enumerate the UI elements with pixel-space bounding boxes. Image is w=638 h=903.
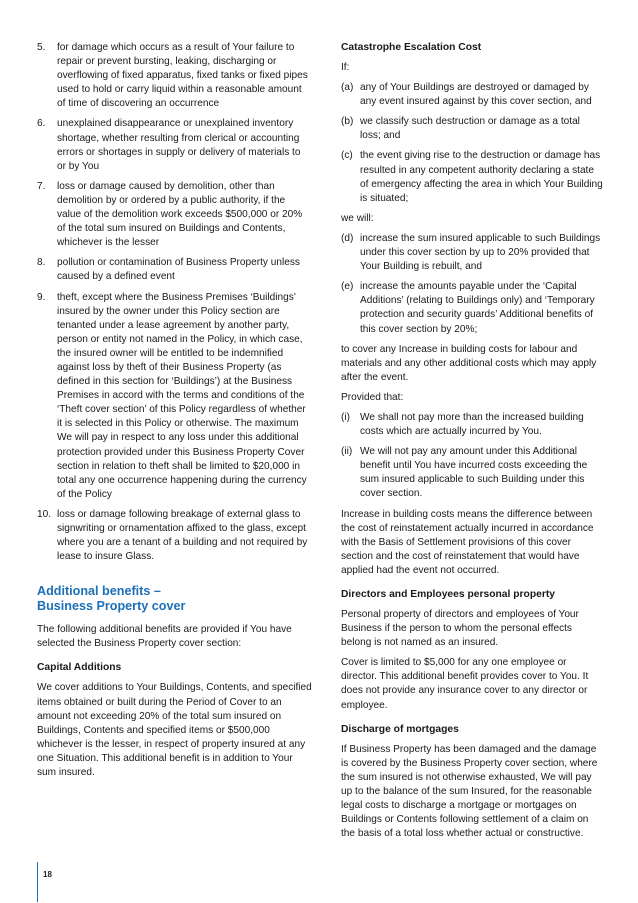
- item-text: loss or damage following breakage of external glass to signwriting or ornamentation affixed to the glass, except where you are a tenant of a building and not required by lease to insure Glass.: [57, 508, 308, 563]
- item-number: (e): [341, 281, 354, 293]
- item-text: any of Your Buildings are destroyed or damaged by any event insured against by this cover section, and: [360, 82, 592, 108]
- item-text: we classify such destruction or damage as a total loss; and: [360, 116, 580, 142]
- increase-definition: Increase in building costs means the difference between the cost of reinstatement actually incurred in accordance with the Basis of Settlement provisions of this cover section and the cost of reinstatement that would have applied had the event not occurred.: [341, 508, 594, 576]
- item-number: 7.: [37, 180, 46, 192]
- item-number: 5.: [37, 42, 46, 53]
- item-number: 8.: [37, 257, 46, 269]
- item-text: theft, except where the Business Premises ‘Buildings’ insured by the owner under this Policy section are tenanted under a lease agreement by another party, person or entity not named in the Policy, in which case, the insured owner will be entitled to be indemnified against loss by theft of their Business Property (as defined in this section for ‘Buildings’) at the Business Premises in accord with the terms and conditions of the ‘Theft cover section’ of this Policy regardless of whether it is selected in this Policy or otherwise. The maximum We will pay in respect to any loss under this additional protection provided under this Business Property Cover section in relation to theft shall be limited to $20,000 in total any one occurrence happening during the currency of the Policy: [57, 291, 307, 500]
- item-number: (ii): [341, 446, 353, 458]
- we-will-label: we will:: [341, 212, 374, 224]
- catastrophe-heading: Catastrophe Escalation Cost: [341, 42, 482, 53]
- exclusion-item-5: [37, 41, 312, 111]
- item-text: We will not pay any amount under this Additional benefit until You have incurred costs exceeding the sum insured applicable to such Building under this cover section.: [360, 446, 588, 500]
- page-number: [37, 862, 52, 902]
- section-title-line1: Additional benefits –: [37, 584, 161, 599]
- item-text: for damage which occurs as a result of Your failure to repair or prevent bursting, leaking, discharging or overflowing of fixed apparatus, fixed tanks or fixed pipes used to hold or carry liquid within a reasonable amount of time of discovering an occurrence: [57, 42, 308, 110]
- item-text: We shall not pay more than the increased building costs which are actually incurred by You.: [360, 411, 584, 438]
- directors-body-2: Cover is limited to $5,000 for any one employee or director. This additional benefit provides cover to You. It does not provide any insurance cover to any director or employee.: [341, 657, 589, 711]
- item-number: 10.: [37, 508, 52, 520]
- section-intro: The following additional benefits are provided if You have selected the Business Property cover section:: [37, 624, 292, 650]
- cover-text: to cover any Increase in building costs for labour and materials and any other additional costs which may apply after the event.: [341, 343, 597, 383]
- item-number: 9.: [37, 291, 46, 303]
- provided-label: Provided that:: [341, 391, 404, 403]
- condition-b: [341, 115, 603, 143]
- right-column: [341, 41, 603, 847]
- item-text: increase the sum insured applicable to such Buildings under this cover section by up to 20% provided that Your Building is rebuilt, and: [360, 232, 601, 273]
- exclusion-item-10: [37, 508, 312, 564]
- exclusion-item-8: [37, 256, 312, 284]
- exclusion-item-6: [37, 117, 312, 173]
- condition-c: [341, 149, 603, 205]
- section-title: [37, 584, 312, 614]
- condition-a: [341, 81, 603, 109]
- item-number: (d): [341, 232, 354, 244]
- item-number: (i): [341, 411, 350, 423]
- item-number: (b): [341, 116, 354, 128]
- item-text: the event giving rise to the destruction or damage has resulted in any competent authority declaring a state of emergency affecting the area in which Your Building is situated;: [360, 150, 603, 204]
- action-e: [341, 280, 603, 336]
- item-number: (a): [341, 82, 354, 94]
- proviso-i: [341, 411, 603, 439]
- item-text: unexplained disappearance or unexplained inventory shortage, whether resulting from clerical or accounting errors or shortages in supply or delivery of materials to or by You: [57, 118, 301, 172]
- catastrophe-if-label: If:: [341, 62, 350, 73]
- page-number-text: 18: [43, 870, 52, 879]
- directors-body-1: Personal property of directors and employees of Your Business if the person to whom the personal effects belong is not named as an insured.: [341, 609, 579, 649]
- exclusion-item-9: [37, 291, 312, 502]
- proviso-ii: [341, 445, 603, 501]
- item-number: 6.: [37, 118, 46, 130]
- item-text: pollution or contamination of Business Property unless caused by a defined event: [57, 257, 300, 283]
- exclusion-item-7: [37, 180, 312, 250]
- mortgages-body: If Business Property has been damaged and the damage is covered by the Business Property cover section, where the sum insured is not otherwise exhausted, We will pay up to the balance of the sum Insured, for the reasonable legal costs to discharge a mortgage or mortgages on Buildings or Contents following settlement of a claim on the basis of a total loss whether actual or constructive.: [341, 743, 598, 840]
- capital-additions-heading: Capital Additions: [37, 662, 122, 674]
- capital-additions-body: We cover additions to Your Buildings, Contents, and specified items obtained or built during the Period of Cover to an amount not exceeding 20% of the total sum insured on Buildings, Contents and specified items or $500,000 whichever is the lesser, in respect of property insured at any one Situation. This additional benefit is in addition to Your sum insured.: [37, 682, 312, 779]
- action-d: [341, 232, 603, 274]
- left-column: [37, 41, 312, 786]
- section-title-line2: Business Property cover: [37, 599, 186, 614]
- item-text: loss or damage caused by demolition, other than demolition by or ordered by a public authority, if the value of the demolition work exceeds $500,000 or 20% of the total sum insured on Buildings and Contents, whichever is the lesser: [57, 180, 303, 249]
- item-number: (c): [341, 150, 353, 162]
- item-text: increase the amounts payable under the ‘Capital Additions’ (relating to Buildings only) and ‘Temporary protection and security guards’ Additional benefits of this cover section by 20%;: [360, 281, 595, 335]
- directors-heading: Directors and Employees personal property: [341, 589, 556, 600]
- mortgages-heading: Discharge of mortgages: [341, 723, 459, 735]
